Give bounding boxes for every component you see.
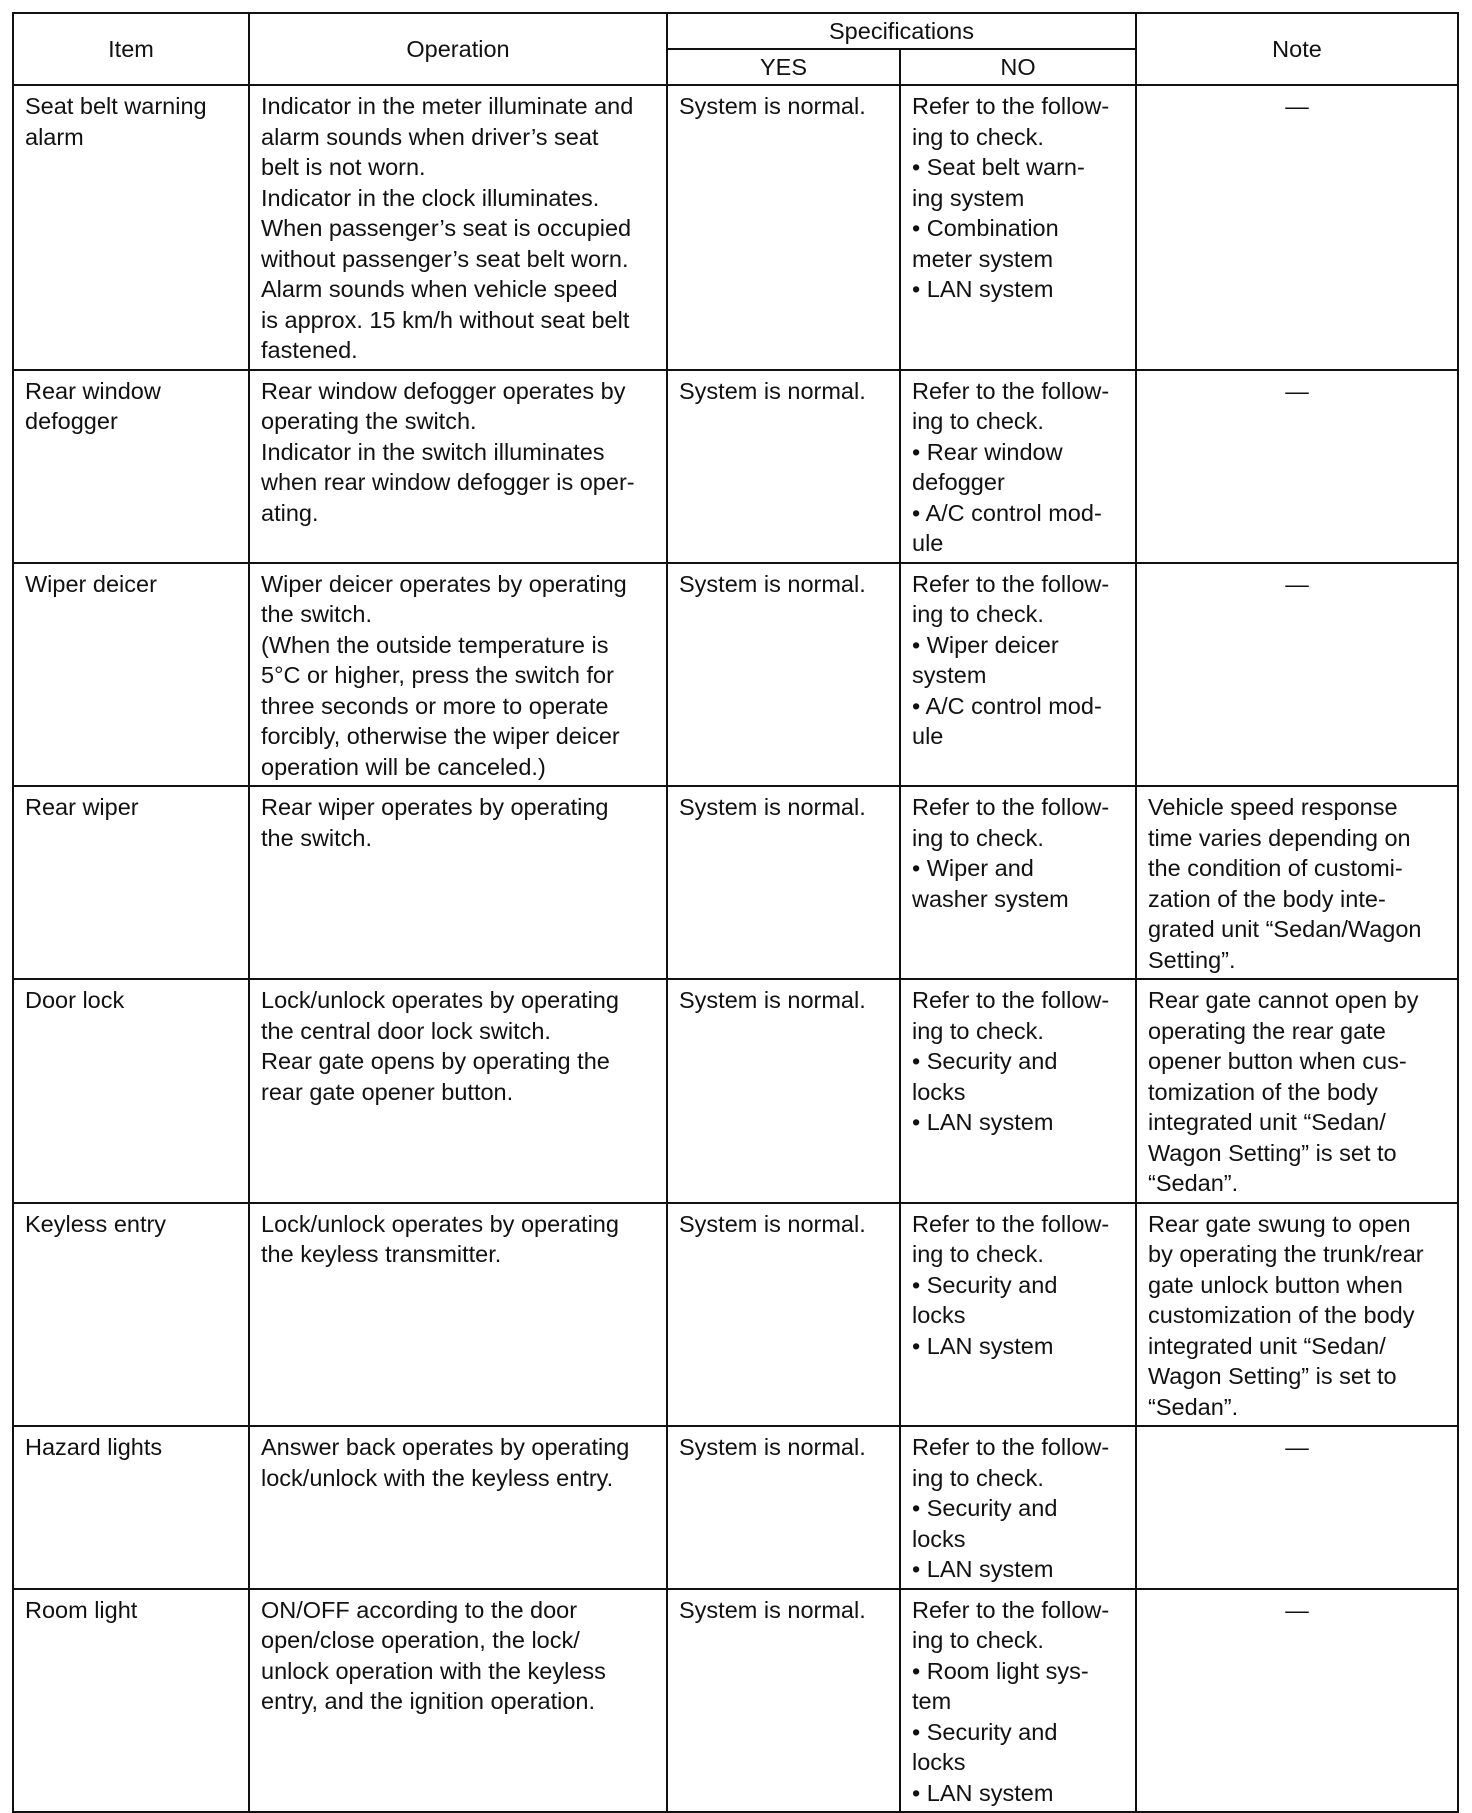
no-line: defogger — [912, 469, 1005, 495]
no-line: ing to check. — [912, 1241, 1044, 1267]
item-cell — [13, 786, 249, 979]
table-body — [13, 85, 1458, 1812]
note-line: — — [1285, 377, 1309, 404]
operation-line: alarm sounds when driver’s seat — [261, 123, 599, 150]
operation-line: the keyless transmitter. — [261, 1241, 502, 1267]
operation-line: Rear wiper operates by operating — [261, 794, 609, 820]
operation-line: Wiper deicer operates by operating — [261, 570, 627, 597]
note-cell — [1136, 370, 1458, 563]
operation-line: ON/OFF according to the door — [261, 1596, 578, 1623]
no-line: • LAN system — [912, 1779, 1054, 1806]
note-line: customization of the body — [1148, 1302, 1415, 1328]
note-line: — — [1285, 1434, 1309, 1460]
item-line: Room light — [25, 1596, 138, 1623]
item-line: Hazard lights — [25, 1434, 163, 1460]
operation-line: operating the switch. — [261, 408, 477, 434]
operation-line: Alarm sounds when vehicle speed — [261, 276, 618, 302]
header-operation: Operation — [249, 13, 667, 85]
no-cell — [900, 1203, 1136, 1427]
note-cell — [1136, 786, 1458, 979]
no-line: • Security and — [912, 1495, 1058, 1521]
operation-line: the switch. — [261, 601, 373, 627]
operation-line: Answer back operates by operating — [261, 1434, 630, 1460]
no-line: ing to check. — [912, 824, 1044, 851]
no-line: Refer to the follow- — [912, 1596, 1110, 1623]
operation-line: is approx. 15 km/h without seat belt — [261, 306, 630, 333]
no-line: locks — [912, 1525, 966, 1552]
no-line: Refer to the follow- — [912, 570, 1110, 597]
yes-cell: System is normal. — [667, 563, 900, 787]
operation-line: rear gate opener button. — [261, 1078, 514, 1105]
no-line: ing to check. — [912, 408, 1044, 434]
operation-line: three seconds or more to operate — [261, 692, 609, 719]
note-line: gate unlock button when — [1148, 1271, 1403, 1298]
no-line: Refer to the follow- — [912, 93, 1110, 119]
note-cell — [1136, 1203, 1458, 1427]
no-line: locks — [912, 1302, 966, 1328]
no-line: meter system — [912, 245, 1054, 272]
table-row-rear-wiper — [13, 786, 1458, 979]
no-line: ing to check. — [912, 1017, 1044, 1044]
item-line: Seat belt warning — [25, 93, 207, 119]
note-cell — [1136, 85, 1458, 370]
table-row-seat-belt-warning-alarm — [13, 85, 1458, 370]
no-cell — [900, 1426, 1136, 1589]
header-yes: YES — [667, 49, 900, 85]
no-cell — [900, 563, 1136, 787]
header-note: Note — [1136, 13, 1458, 85]
operation-line: without passenger’s seat belt worn. — [261, 245, 629, 272]
note-cell — [1136, 979, 1458, 1203]
no-line: • LAN system — [912, 276, 1054, 302]
operation-cell — [249, 1589, 667, 1813]
operation-line: Lock/unlock operates by operating — [261, 1210, 619, 1237]
item-line: Rear wiper — [25, 794, 139, 820]
header-specifications: Specifications — [667, 13, 1136, 49]
table-row-rear-window-defogger — [13, 370, 1458, 563]
operation-cell — [249, 1426, 667, 1589]
operation-line: unlock operation with the keyless — [261, 1657, 606, 1684]
note-cell — [1136, 1426, 1458, 1589]
operation-line: forcibly, otherwise the wiper deicer — [261, 723, 620, 749]
table-row-wiper-deicer — [13, 563, 1458, 787]
no-line: Refer to the follow- — [912, 1434, 1110, 1460]
note-line: “Sedan”. — [1148, 1170, 1239, 1196]
no-line: ing to check. — [912, 601, 1044, 627]
no-line: system — [912, 662, 987, 688]
no-line: ing to check. — [912, 1627, 1044, 1653]
no-line: • LAN system — [912, 1332, 1054, 1359]
table-row-door-lock — [13, 979, 1458, 1203]
yes-cell: System is normal. — [667, 979, 900, 1203]
operation-line: fastened. — [261, 337, 358, 363]
table-row-keyless-entry — [13, 1203, 1458, 1427]
no-line: • Security and — [912, 1718, 1058, 1745]
no-line: ing system — [912, 184, 1025, 211]
operation-line: Lock/unlock operates by operating — [261, 987, 619, 1013]
item-line: Door lock — [25, 987, 125, 1013]
yes-cell: System is normal. — [667, 85, 900, 370]
no-cell — [900, 85, 1136, 370]
no-line: Refer to the follow- — [912, 1210, 1110, 1237]
no-line: • LAN system — [912, 1109, 1054, 1135]
note-line: “Sedan”. — [1148, 1393, 1239, 1420]
no-line: • Wiper deicer — [912, 631, 1059, 658]
no-line: ule — [912, 723, 944, 749]
no-cell — [900, 786, 1136, 979]
item-cell — [13, 85, 249, 370]
operation-line: Indicator in the switch illuminates — [261, 438, 605, 465]
operation-cell — [249, 85, 667, 370]
note-line: by operating the trunk/rear — [1148, 1241, 1424, 1267]
note-cell — [1136, 1589, 1458, 1813]
note-line: integrated unit “Sedan/ — [1148, 1109, 1386, 1135]
no-line: Refer to the follow- — [912, 987, 1110, 1013]
note-line: Rear gate swung to open — [1148, 1210, 1411, 1237]
header-no: NO — [900, 49, 1136, 85]
note-line: Wagon Setting” is set to — [1148, 1363, 1397, 1389]
item-cell — [13, 1426, 249, 1589]
note-line: Setting”. — [1148, 946, 1236, 973]
no-line: • Security and — [912, 1048, 1058, 1074]
operation-line: Indicator in the clock illuminates. — [261, 184, 600, 211]
no-cell — [900, 370, 1136, 563]
no-line: tem — [912, 1688, 952, 1714]
yes-cell: System is normal. — [667, 1426, 900, 1589]
operation-cell — [249, 563, 667, 787]
note-line: — — [1285, 93, 1309, 119]
item-cell — [13, 1203, 249, 1427]
note-line: time varies depending on — [1148, 824, 1411, 851]
header-item: Item — [13, 13, 249, 85]
note-line: operating the rear gate — [1148, 1017, 1386, 1044]
note-line: Wagon Setting” is set to — [1148, 1139, 1397, 1166]
note-line: opener button when cus- — [1148, 1048, 1407, 1074]
note-line: the condition of customi- — [1148, 855, 1403, 881]
operation-line: Indicator in the meter illuminate and — [261, 93, 634, 119]
no-line: ing to check. — [912, 1464, 1044, 1491]
note-line: Vehicle speed response — [1148, 794, 1398, 820]
operation-line: the switch. — [261, 824, 373, 851]
table-row-room-light — [13, 1589, 1458, 1813]
item-cell — [13, 1589, 249, 1813]
yes-cell: System is normal. — [667, 786, 900, 979]
operation-line: belt is not worn. — [261, 154, 426, 180]
operation-line: when rear window defogger is oper- — [261, 469, 635, 495]
no-line: • Seat belt warn- — [912, 154, 1085, 180]
yes-cell: System is normal. — [667, 1203, 900, 1427]
operation-cell — [249, 979, 667, 1203]
operation-line: open/close operation, the lock/ — [261, 1627, 580, 1653]
operation-line: entry, and the ignition operation. — [261, 1688, 596, 1714]
no-line: Refer to the follow- — [912, 794, 1110, 820]
item-cell — [13, 979, 249, 1203]
operation-line: When passenger’s seat is occupied — [261, 215, 632, 241]
no-line: • A/C control mod- — [912, 499, 1102, 526]
operation-cell — [249, 370, 667, 563]
item-cell — [13, 563, 249, 787]
operation-cell — [249, 1203, 667, 1427]
item-line: Wiper deicer — [25, 570, 157, 597]
operation-line: operation will be canceled.) — [261, 753, 546, 780]
table-row-hazard-lights — [13, 1426, 1458, 1589]
no-line: • Combination — [912, 215, 1059, 241]
no-line: • Wiper and — [912, 855, 1034, 881]
operation-cell — [249, 786, 667, 979]
item-line: Rear window — [25, 377, 161, 404]
no-cell — [900, 1589, 1136, 1813]
note-line: Rear gate cannot open by — [1148, 987, 1419, 1013]
operation-line: the central door lock switch. — [261, 1017, 551, 1044]
no-line: ing to check. — [912, 123, 1044, 150]
no-line: locks — [912, 1749, 966, 1775]
no-line: ule — [912, 530, 944, 556]
note-line: tomization of the body — [1148, 1078, 1378, 1105]
note-line: zation of the body inte- — [1148, 885, 1386, 912]
note-line: — — [1285, 570, 1309, 597]
operation-line: lock/unlock with the keyless entry. — [261, 1464, 614, 1491]
operation-line: Rear window defogger operates by — [261, 377, 626, 404]
no-line: • Room light sys- — [912, 1657, 1089, 1684]
no-cell — [900, 979, 1136, 1203]
note-line: — — [1285, 1596, 1309, 1623]
item-line: Keyless entry — [25, 1210, 167, 1237]
no-line: washer system — [912, 885, 1069, 912]
operation-line: ating. — [261, 499, 319, 526]
specification-table — [12, 12, 1459, 1813]
no-line: • Rear window — [912, 438, 1063, 465]
yes-cell: System is normal. — [667, 1589, 900, 1813]
item-cell — [13, 370, 249, 563]
note-line: grated unit “Sedan/Wagon — [1148, 916, 1422, 942]
no-line: locks — [912, 1078, 966, 1105]
yes-cell: System is normal. — [667, 370, 900, 563]
no-line: • A/C control mod- — [912, 692, 1102, 719]
note-line: integrated unit “Sedan/ — [1148, 1332, 1386, 1359]
operation-line: 5°C or higher, press the switch for — [261, 662, 614, 688]
item-line: alarm — [25, 123, 84, 150]
no-line: Refer to the follow- — [912, 377, 1110, 404]
no-line: • LAN system — [912, 1556, 1054, 1582]
no-line: • Security and — [912, 1271, 1058, 1298]
operation-line: Rear gate opens by operating the — [261, 1048, 610, 1074]
operation-line: (When the outside temperature is — [261, 631, 609, 658]
item-line: defogger — [25, 408, 118, 434]
note-cell — [1136, 563, 1458, 787]
